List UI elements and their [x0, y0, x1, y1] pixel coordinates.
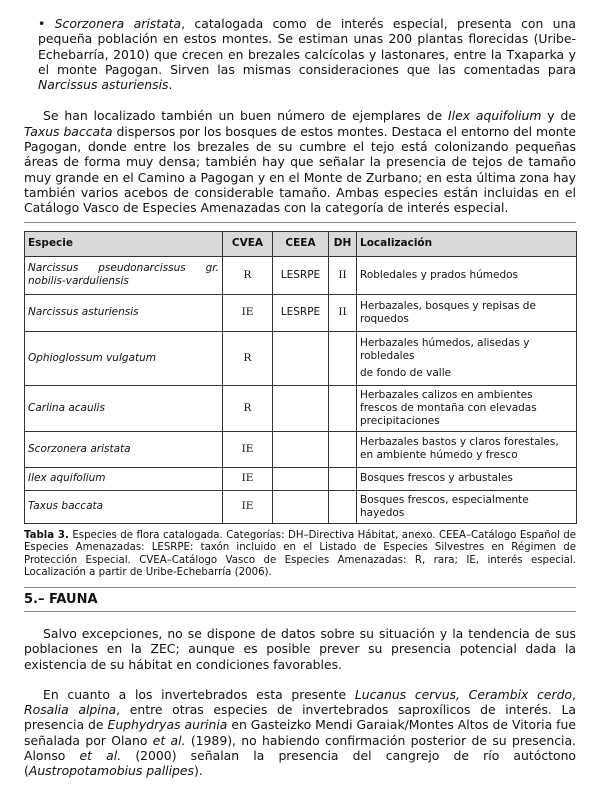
cell-dh	[329, 331, 357, 385]
cell-especie: Narcissus pseudonarcissus gr. nobilis-varduliensis	[25, 256, 223, 294]
paragraph-fauna-intro: Salvo excepciones, no se dispone de datos sobre su situación y la tendencia de sus poblaciones en la ZEC; aunque es posible prever su presencia potencial dada la existencia de su hábitat en condiciones favorables.	[24, 625, 576, 672]
cell-localizacion	[357, 331, 577, 385]
flora-table	[24, 231, 577, 524]
table-row	[25, 490, 577, 523]
cell-especie: Scorzonera aristata	[25, 431, 223, 467]
cell-ceea	[273, 331, 329, 385]
cell-dh	[329, 490, 357, 523]
paragraph-ilex-taxus	[24, 108, 576, 215]
species-name: Taxus baccata	[24, 123, 113, 139]
cell-dh	[329, 467, 357, 490]
cell-localizacion: Bosques frescos, especialmente hayedos	[357, 490, 577, 523]
species-name: Euphydryas aurinia	[107, 717, 228, 733]
cell-cvea: R	[223, 331, 273, 385]
localizacion-line: Herbazales húmedos, alisedas y robledales	[360, 336, 530, 362]
cell-especie: Narcissus asturiensis	[25, 294, 223, 331]
localizacion-line: de fondo de valle	[360, 366, 452, 379]
cell-ceea	[273, 385, 329, 431]
paragraph-text: (2000) señalan la presencia del cangrejo de río autóctono (	[24, 748, 577, 779]
paragraph-text: y de	[541, 108, 577, 124]
cell-ceea: LESRPE	[273, 256, 329, 294]
cell-localizacion: Bosques frescos y arbustales	[357, 467, 577, 490]
paragraph-text: , catalogada como de interés especial, presenta con una pequeña población en estos montes. Se estiman unas 200 plantas florecidas (Uribe-Echebarría, 2010) que crecen en brezales calcícolas y lastonares, entre la Txaparka y el monte Pagogan. Sirven las mismas consideraciones que las comentadas para	[38, 16, 576, 77]
document-page	[24, 0, 576, 779]
table-row	[25, 331, 577, 385]
paragraph-scorzonera	[24, 16, 576, 92]
caption-text: Especies de flora catalogada. Categorías: DH–Directiva Hábitat, anexo. CEEA–Catálogo Español de Especies Amenazadas: LESRPE: taxón incluido en el Listado de Especies Silvestres en Régimen de Protección Especial. CVEA–Catálogo Vasco de Especies Amenazadas: R, rara; IE, interés especial. Localización a partir de Uribe-Echebarría (2006).	[24, 529, 576, 579]
table-top-rule	[24, 222, 576, 223]
cell-especie: Ilex aquifolium	[25, 467, 223, 490]
header-localizacion: Localización	[357, 231, 577, 256]
species-name: Narcissus asturiensis	[38, 77, 169, 93]
cell-ceea	[273, 490, 329, 523]
header-cvea: CVEA	[223, 231, 273, 256]
paragraph-text: Se han localizado también un buen número de ejemplares de	[43, 108, 448, 124]
table-row	[25, 385, 577, 431]
table-header-row	[25, 231, 577, 256]
header-dh: DH	[329, 231, 357, 256]
paragraph-text: , entre otras especies de invertebrados saproxílicos de interés. La presencia de	[24, 702, 576, 733]
paragraph-text: en Gasteizko Mendi Garaiak/Montes Altos de Vitoria fue señalada por Olano	[24, 717, 576, 748]
cell-ceea	[273, 431, 329, 467]
cell-localizacion: Herbazales bastos y claros forestales, en ambiente húmedo y fresco	[357, 431, 577, 467]
species-name: Scorzonera aristata	[54, 16, 182, 31]
cell-dh	[329, 431, 357, 467]
table-row	[25, 256, 577, 294]
cell-especie: Carlina acaulis	[25, 385, 223, 431]
header-especie: Especie	[25, 231, 223, 256]
cell-cvea: R	[223, 256, 273, 294]
cell-especie: Taxus baccata	[25, 490, 223, 523]
cell-dh: II	[329, 256, 357, 294]
cell-ceea: LESRPE	[273, 294, 329, 331]
bullet: •	[38, 16, 46, 31]
cell-localizacion: Herbazales calizos en ambientes frescos de montaña con elevadas precipitaciones	[357, 385, 577, 431]
paragraph-text: dispersos por los bosques de estos montes. Destaca el entorno del monte Pagogan, donde entre los brezales de su cumbre el tejo está colonizando pequeñas áreas de forma muy densa; también hay que señalar la presencia de tejos de tamaño muy grande en el Camino a Pagogan y en el Monte de Zurbano; en esta última zona hay también varios acebos de considerable tamaño. Ambas especies están incluidas en el Catálogo Vasco de Especies Amenazadas con la categoría de interés especial.	[24, 123, 576, 216]
species-name: Austropotamobius pallipes	[28, 763, 194, 779]
paragraph-text: .	[168, 77, 173, 93]
cell-localizacion: Robledales y prados húmedos	[357, 256, 577, 294]
header-ceea: CEEA	[273, 231, 329, 256]
cell-ceea	[273, 467, 329, 490]
cell-dh	[329, 385, 357, 431]
cell-dh: II	[329, 294, 357, 331]
table-row	[25, 431, 577, 467]
paragraph-text: ,	[572, 686, 576, 702]
paragraph-text: ).	[194, 763, 203, 779]
species-name: Lucanus cervus, Cerambix cerdo	[354, 686, 573, 702]
paragraph-text: (1989), no habiendo confirmación posterior de su presencia. Alonso	[24, 732, 576, 764]
cell-cvea: IE	[223, 490, 273, 523]
table-caption	[24, 530, 576, 580]
citation-etal: et al.	[79, 748, 122, 764]
cell-localizacion: Herbazales, bosques y repisas de roquedos	[357, 294, 577, 331]
paragraph-text: En cuanto a los invertebrados esta presente	[43, 686, 355, 702]
section-title: 5.– FAUNA	[24, 591, 98, 607]
table-row	[25, 467, 577, 490]
section-bottom-rule	[24, 611, 576, 612]
citation-etal: et al.	[152, 732, 186, 748]
cell-cvea: IE	[223, 467, 273, 490]
species-name: Rosalia alpina	[24, 702, 117, 718]
cell-cvea: R	[223, 385, 273, 431]
caption-label: Tabla 3.	[24, 529, 69, 541]
cell-especie: Ophioglossum vulgatum	[25, 331, 223, 385]
paragraph-invertebrados	[24, 687, 576, 779]
cell-cvea: IE	[223, 294, 273, 331]
cell-cvea: IE	[223, 431, 273, 467]
table-row	[25, 294, 577, 331]
species-name: Ilex aquifolium	[447, 108, 542, 124]
